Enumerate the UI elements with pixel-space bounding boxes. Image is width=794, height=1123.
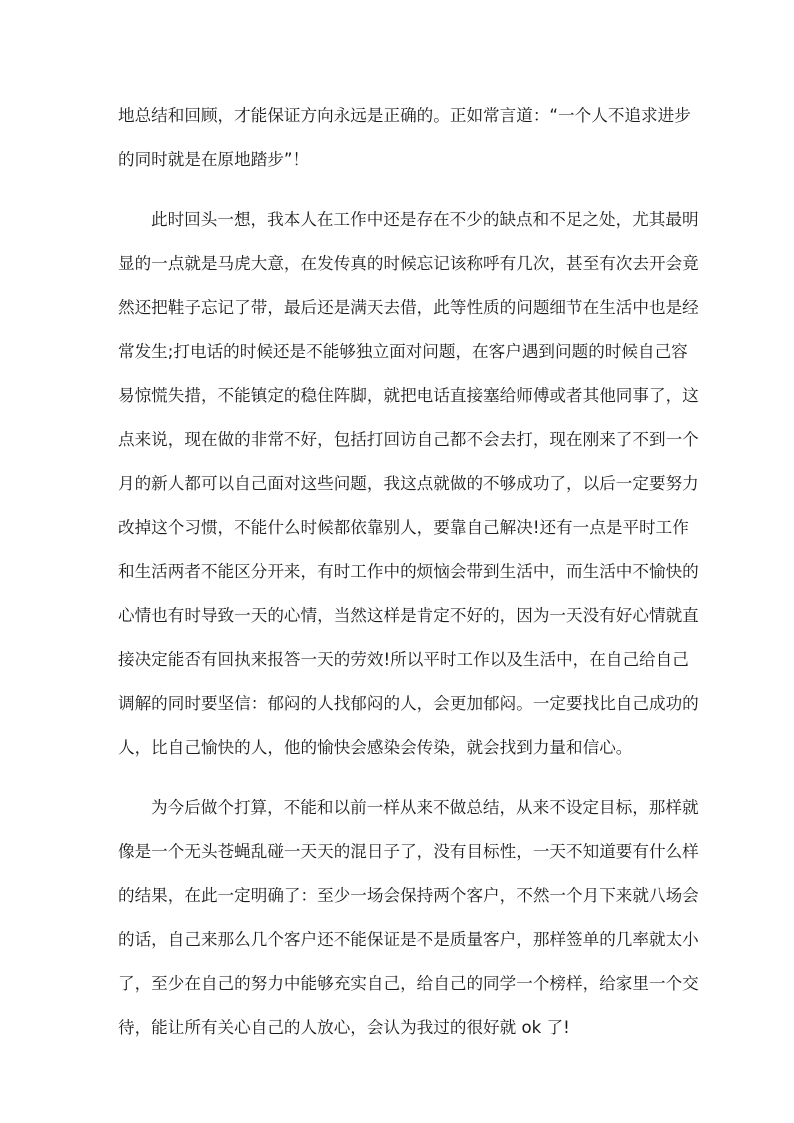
text-line: 调解的同时要坚信：郁闷的人找郁闷的人，会更加郁闷。一定要找比自己成功的 xyxy=(118,694,699,713)
text-line: 接决定能否有回执来报答一天的劳效!所以平时工作以及生活中，在自己给自己 xyxy=(118,650,689,669)
text-line: 易惊慌失措，不能镇定的稳住阵脚，就把电话直接塞给师傅或者其他同事了，这 xyxy=(118,386,699,405)
text-line: 的同时就是在原地踏步”！ xyxy=(118,150,310,169)
text-line: 的结果，在此一定明确了：至少一场会保持两个客户，不然一个月下来就八场会 xyxy=(118,886,699,905)
text-line: 心情也有时导致一天的心情，当然这样是肯定不好的，因为一天没有好心情就直 xyxy=(118,606,699,625)
text-line: 的话，自己来那么几个客户还不能保证是不是质量客户，那样签单的几率就太小 xyxy=(118,930,699,949)
text-line: 月的新人都可以自己面对这些问题，我这点就做的不够成功了，以后一定要努力 xyxy=(118,474,699,493)
text-line: 然还把鞋子忘记了带，最后还是满天去借，此等性质的问题细节在生活中也是经 xyxy=(118,298,699,317)
text-line: 此时回头一想，我本人在工作中还是存在不少的缺点和不足之处，尤其最明 xyxy=(151,210,699,229)
text-line: 常发生;打电话的时候还是不能够独立面对问题，在客户遇到问题的时候自己容 xyxy=(118,342,688,361)
text-line: 了，至少在自己的努力中能够充实自己，给自己的同学一个榜样，给家里一个交 xyxy=(118,974,699,993)
text-line: 显的一点就是马虎大意，在发传真的时候忘记该称呼有几次，甚至有次去开会竟 xyxy=(118,254,699,273)
text-line: 人，比自己愉快的人，他的愉快会感染会传染，就会找到力量和信心。 xyxy=(118,738,633,757)
text-line: 和生活两者不能区分开来，有时工作中的烦恼会带到生活中，而生活中不愉快的 xyxy=(118,562,699,581)
text-line: 待，能让所有关心自己的人放心，会认为我过的很好就 ok 了! xyxy=(118,1018,570,1037)
text-line: 像是一个无头苍蝇乱碰一天天的混日子了，没有目标性，一天不知道要有什么样 xyxy=(118,842,699,861)
text-line: 改掉这个习惯，不能什么时候都依靠别人，要靠自己解决!还有一点是平时工作 xyxy=(118,518,689,537)
text-line: 点来说，现在做的非常不好，包括打回访自己都不会去打，现在刚来了不到一个 xyxy=(118,430,699,449)
text-line: 地总结和回顾，才能保证方向永远是正确的。正如常言道：“一个人不追求进步 xyxy=(118,106,691,125)
text-line: 为今后做个打算，不能和以前一样从来不做总结，从来不设定目标，那样就 xyxy=(151,798,699,817)
